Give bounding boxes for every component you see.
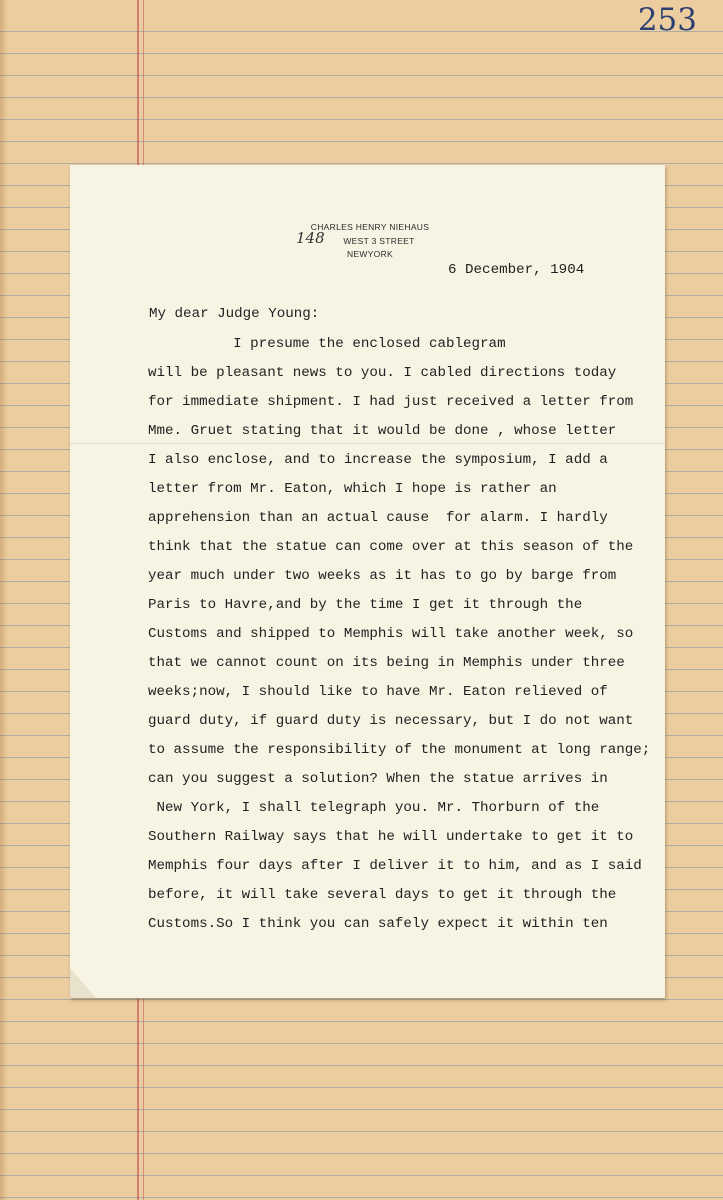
body-line: I presume the enclosed cablegram (148, 336, 506, 352)
body-line: that we cannot count on its being in Memphis under three (148, 655, 625, 671)
body-line: weeks;now, I should like to have Mr. Eaton relieved of (148, 684, 608, 700)
body-line: I also enclose, and to increase the symposium, I add a (148, 452, 608, 468)
letter-sheet (70, 165, 665, 998)
body-line: will be pleasant news to you. I cabled directions today (148, 365, 617, 381)
folded-corner (70, 968, 96, 998)
letterhead-street: WEST 3 STREET (343, 235, 415, 246)
body-line: Memphis four days after I deliver it to him, and as I said (148, 858, 642, 874)
body-line: year much under two weeks as it has to go by barge from (148, 568, 617, 584)
body-line: before, it will take several days to get it through the (148, 887, 617, 903)
letter-date: 6 December, 1904 (448, 262, 585, 278)
body-line: think that the statue can come over at this season of the (148, 539, 634, 555)
body-line: Paris to Havre,and by the time I get it through the (148, 597, 583, 613)
body-line: Customs.So I think you can safely expect it within ten (148, 916, 608, 932)
body-line: to assume the responsibility of the monument at long range; (148, 742, 651, 758)
body-line: apprehension than an actual cause for alarm. I hardly (148, 510, 608, 526)
salutation: My dear Judge Young: (149, 306, 320, 322)
body-line: can you suggest a solution? When the statue arrives in (148, 771, 608, 787)
letterhead-name: CHARLES HENRY NIEHAUS (310, 222, 430, 232)
body-line: Southern Railway says that he will undertake to get it to (148, 829, 634, 845)
handwritten-street-number: 148 (296, 229, 325, 247)
body-line: Customs and shipped to Memphis will take another week, so (148, 626, 634, 642)
page-number: 253 (637, 2, 697, 38)
body-line: for immediate shipment. I had just received a letter from (148, 394, 634, 410)
body-line: Mme. Gruet stating that it would be done , whose letter (148, 423, 617, 439)
body-line: New York, I shall telegraph you. Mr. Thorburn of the (148, 800, 600, 816)
body-line: guard duty, if guard duty is necessary, but I do not want (148, 713, 634, 729)
letterhead-city: NEWYORK (346, 249, 394, 259)
body-line: letter from Mr. Eaton, which I hope is rather an (148, 481, 557, 497)
page-edge-shadow (0, 0, 8, 1200)
fold-crease (70, 443, 665, 444)
